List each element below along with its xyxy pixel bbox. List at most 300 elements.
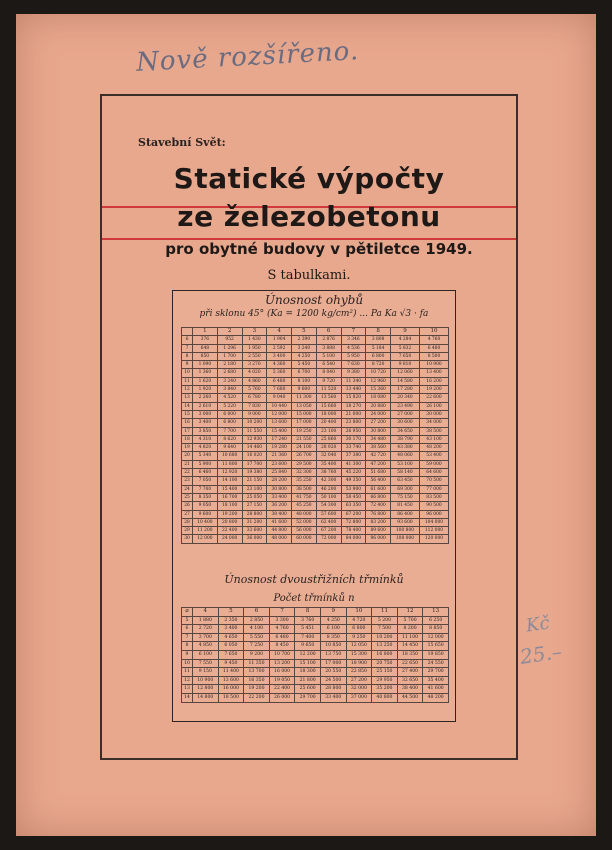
table-cell: 64 600 <box>419 469 448 477</box>
table-cell: 6 540 <box>316 361 341 369</box>
table1-subheading: při sklonu 45° (Ka = 1200 kg/cm²) ... Pa Ka √3 · fa <box>199 309 429 319</box>
table-cell: 952 <box>217 336 242 344</box>
table-cell: 9 200 <box>244 650 270 659</box>
table-cell: 10 700 <box>269 650 295 659</box>
table-row <box>182 535 449 543</box>
table-cell: 43 100 <box>419 435 448 443</box>
table-cell: 2 680 <box>217 369 242 377</box>
table-cell: 24 000 <box>217 535 242 543</box>
publisher-label: Stavební Svět: <box>138 136 226 149</box>
table-cell: 2 876 <box>316 336 341 344</box>
table-cell: 5 832 <box>391 344 420 352</box>
table-header-row <box>182 608 449 617</box>
table-cell: 8 350 <box>193 493 218 501</box>
table-cell: 13 700 <box>244 668 270 677</box>
column-header: 3 <box>242 328 267 336</box>
table-row <box>182 386 449 394</box>
table-cell: 44 500 <box>397 693 423 702</box>
column-header: 1 <box>193 328 218 336</box>
table-cell: 10 900 <box>193 676 219 685</box>
table-cell: 6 460 <box>193 469 218 477</box>
table-cell: 26 100 <box>419 402 448 410</box>
table-cell: 6 480 <box>419 344 448 352</box>
table-cell: 11 800 <box>217 460 242 468</box>
row-index-cell: 28 <box>182 518 193 526</box>
table-cell: 9 040 <box>267 394 292 402</box>
table-cell: 4 820 <box>193 444 218 452</box>
table-cell: 2 350 <box>218 616 244 625</box>
table-cell: 5 450 <box>292 361 317 369</box>
row-index-cell: 7 <box>182 633 193 642</box>
table-cell: 5 550 <box>244 633 270 642</box>
table-cell: 18 300 <box>295 668 321 677</box>
table-cell: 33 400 <box>267 493 292 501</box>
table-cell: 63 350 <box>341 502 366 510</box>
table-cell: 58 450 <box>341 493 366 501</box>
table-cell: 19 250 <box>292 427 317 435</box>
table-cell: 36 200 <box>267 502 292 510</box>
table-cell: 21 800 <box>295 676 321 685</box>
table-cell: 13 200 <box>269 659 295 668</box>
row-index-cell: 11 <box>182 668 193 677</box>
table-cell: 6 480 <box>267 377 292 385</box>
table-cell: 22 650 <box>397 659 423 668</box>
table-cell: 22 600 <box>419 394 448 402</box>
table-row <box>182 616 449 625</box>
table-cell: 29 700 <box>295 693 321 702</box>
table-cell: 23 800 <box>341 419 366 427</box>
pencil-mark-currency: Kč <box>524 612 551 637</box>
table-row <box>182 377 449 385</box>
table-cell: 67 200 <box>341 510 366 518</box>
table-cell: 21 150 <box>242 477 267 485</box>
table-cell: 24 500 <box>320 676 346 685</box>
table-cell: 50 100 <box>316 493 341 501</box>
table-cell: 12 000 <box>193 535 218 543</box>
table-cell: 2 720 <box>193 625 219 634</box>
column-header: 6 <box>316 328 341 336</box>
table-cell: 4 360 <box>267 361 292 369</box>
table-cell: 1 430 <box>242 336 267 344</box>
table-cell: 10 440 <box>267 402 292 410</box>
column-header: 2 <box>217 328 242 336</box>
table-row <box>182 361 449 369</box>
table-cell: 15 400 <box>267 427 292 435</box>
table-row <box>182 344 449 352</box>
table-cell: 20 550 <box>320 668 346 677</box>
table-cell: 1 950 <box>242 344 267 352</box>
row-index-cell: 6 <box>182 336 193 344</box>
table-cell: 10 200 <box>372 633 398 642</box>
table-cell: 38 790 <box>391 435 420 443</box>
title-line-2: ze železobetonu <box>177 200 441 233</box>
table-header-row <box>182 328 449 336</box>
table-cell: 4 520 <box>217 394 242 402</box>
table-cell: 40 800 <box>372 693 398 702</box>
column-header: 4 <box>267 328 292 336</box>
table-row <box>182 633 449 642</box>
table-cell: 27 150 <box>242 502 267 510</box>
table-cell: 19 200 <box>217 510 242 518</box>
table-cell: 21 360 <box>267 452 292 460</box>
table-cell: 13 250 <box>372 642 398 651</box>
table-row <box>182 477 449 485</box>
column-header: 4 <box>193 608 219 617</box>
table-row <box>182 693 449 702</box>
table-cell: 27 000 <box>391 410 420 418</box>
table-cell: 13 600 <box>218 676 244 685</box>
table-cell: 44 800 <box>267 527 292 535</box>
table-cell: 13 400 <box>419 369 448 377</box>
table-cell: 1 700 <box>217 352 242 360</box>
table-cell: 22 200 <box>244 693 270 702</box>
row-index-cell: 14 <box>182 693 193 702</box>
table-cell: 3 760 <box>295 616 321 625</box>
table-cell: 7 630 <box>341 361 366 369</box>
bending-capacity-table <box>181 327 449 544</box>
table-cell: 15 300 <box>346 650 372 659</box>
table-cell: 15 820 <box>341 394 366 402</box>
table-cell: 53 400 <box>419 452 448 460</box>
table-cell: 23 100 <box>242 485 267 493</box>
table-cell: 45 250 <box>292 502 317 510</box>
row-index-cell: 12 <box>182 386 193 394</box>
table-cell: 3 240 <box>217 377 242 385</box>
table-cell: 9 640 <box>217 444 242 452</box>
table-cell: 2 550 <box>242 352 267 360</box>
table-cell: 8 350 <box>320 633 346 642</box>
table-cell: 30 800 <box>267 485 292 493</box>
table-cell: 25 840 <box>267 469 292 477</box>
table-cell: 10 720 <box>366 369 391 377</box>
table-cell: 10 850 <box>320 642 346 651</box>
table-cell: 16 700 <box>217 493 242 501</box>
column-header: 8 <box>295 608 321 617</box>
table-cell: 26 000 <box>269 693 295 702</box>
table-cell: 24 000 <box>366 410 391 418</box>
table-cell: 1 090 <box>193 361 218 369</box>
table-cell: 4 020 <box>242 369 267 377</box>
table-cell: 14 580 <box>391 377 420 385</box>
table-cell: 6 100 <box>320 625 346 634</box>
row-index-cell: 22 <box>182 469 193 477</box>
table-cell: 16 800 <box>372 650 398 659</box>
table-cell: 8 500 <box>419 352 448 360</box>
table-cell: 8 450 <box>269 642 295 651</box>
table-cell: 27 200 <box>366 419 391 427</box>
table-row <box>182 419 449 427</box>
table-cell: 30 600 <box>391 419 420 427</box>
table-cell: 3 400 <box>193 419 218 427</box>
table-cell: 7 650 <box>218 650 244 659</box>
table-cell: 19 050 <box>269 676 295 685</box>
table-cell: 11 200 <box>193 527 218 535</box>
table-cell: 5 950 <box>341 352 366 360</box>
table-cell: 3 000 <box>193 410 218 418</box>
table-cell: 8 040 <box>316 369 341 377</box>
table-cell: 2 180 <box>217 361 242 369</box>
table-cell: 62 400 <box>316 518 341 526</box>
table-cell: 96 000 <box>419 510 448 518</box>
table2-subheading: Počet třmínků n <box>273 593 355 604</box>
table-cell: 3 240 <box>292 344 317 352</box>
table-cell: 20 340 <box>391 394 420 402</box>
table-cell: 4 760 <box>269 625 295 634</box>
row-index-cell: 8 <box>182 352 193 360</box>
table-cell: 35 200 <box>372 685 398 694</box>
table-cell: 5 900 <box>193 460 218 468</box>
table-cell: 19 200 <box>419 386 448 394</box>
table-cell: 1 920 <box>193 386 218 394</box>
table-cell: 7 680 <box>267 386 292 394</box>
table-cell: 41 300 <box>341 460 366 468</box>
table-cell: 83 200 <box>366 518 391 526</box>
row-index-cell: 13 <box>182 394 193 402</box>
table-cell: 18 350 <box>397 650 423 659</box>
column-header: 8 <box>366 328 391 336</box>
table-cell: 16 020 <box>242 452 267 460</box>
column-header: 11 <box>372 608 398 617</box>
table-cell: 2 260 <box>193 394 218 402</box>
table-cell: 4 720 <box>346 616 372 625</box>
table-row <box>182 510 449 518</box>
table-cell: 5 184 <box>366 344 391 352</box>
row-index-cell: 15 <box>182 410 193 418</box>
row-index-cell: 25 <box>182 493 193 501</box>
table-cell: 21 000 <box>341 410 366 418</box>
row-index-cell: 24 <box>182 485 193 493</box>
column-header: 12 <box>397 608 423 617</box>
table-cell: 14 800 <box>193 693 219 702</box>
row-index-cell: 23 <box>182 477 193 485</box>
table-cell: 6 780 <box>242 394 267 402</box>
table-cell: 29 950 <box>372 676 398 685</box>
table-cell: 41 750 <box>292 493 317 501</box>
book-cover <box>16 14 596 836</box>
table-row <box>182 336 449 344</box>
table-cell: 100 800 <box>391 527 420 535</box>
column-header: 13 <box>423 608 449 617</box>
table-cell: 6 250 <box>423 616 449 625</box>
table-cell: 5 220 <box>217 402 242 410</box>
table-cell: 14 450 <box>397 642 423 651</box>
column-header: 5 <box>292 328 317 336</box>
table-cell: 11 100 <box>397 633 423 642</box>
table-cell: 14 460 <box>242 444 267 452</box>
table-cell: 11 520 <box>316 386 341 394</box>
table-cell: 11 350 <box>244 659 270 668</box>
pencil-mark-price: 25.– <box>518 639 564 669</box>
table-cell: 112 000 <box>419 527 448 535</box>
table-cell: 69 300 <box>391 485 420 493</box>
table-cell: 83 500 <box>419 493 448 501</box>
table-cell: 25 860 <box>316 435 341 443</box>
table-cell: 38 500 <box>292 485 317 493</box>
table-cell: 75 150 <box>391 493 420 501</box>
table-cell: 31 200 <box>242 518 267 526</box>
table-cell: 17 000 <box>320 659 346 668</box>
table-cell: 4 650 <box>218 633 244 642</box>
table-cell: 35 250 <box>292 477 317 485</box>
table-cell: 13 600 <box>267 419 292 427</box>
table-cell: 38 400 <box>267 510 292 518</box>
table-cell: 20 800 <box>217 518 242 526</box>
column-header: 7 <box>269 608 295 617</box>
table-cell: 9 150 <box>193 668 219 677</box>
table-cell: 33 600 <box>242 527 267 535</box>
table-cell: 8 720 <box>366 361 391 369</box>
table-cell: 32 040 <box>316 452 341 460</box>
table-cell: 48 200 <box>419 444 448 452</box>
row-index-cell: 30 <box>182 535 193 543</box>
row-index-cell: 10 <box>182 659 193 668</box>
table-cell: 3 346 <box>341 336 366 344</box>
table-cell: 6 800 <box>217 419 242 427</box>
table-cell: 28 800 <box>242 510 267 518</box>
table-row <box>182 527 449 535</box>
table-row <box>182 352 449 360</box>
table-row <box>182 427 449 435</box>
table-cell: 648 <box>193 344 218 352</box>
table-cell: 35 400 <box>423 676 449 685</box>
row-index-cell: 20 <box>182 452 193 460</box>
table-cell: 12 000 <box>267 410 292 418</box>
table-cell: 12 000 <box>423 633 449 642</box>
table-cell: 1 360 <box>193 369 218 377</box>
column-header: 6 <box>244 608 270 617</box>
table-cell: 2 592 <box>267 344 292 352</box>
table-cell: 7 700 <box>193 485 218 493</box>
table-cell: 53 900 <box>341 485 366 493</box>
table-cell: 15 360 <box>366 386 391 394</box>
table-cell: 77 000 <box>419 485 448 493</box>
table-row <box>182 625 449 634</box>
table-cell: 12 050 <box>346 642 372 651</box>
table-cell: 18 000 <box>316 410 341 418</box>
table-cell: 11 400 <box>218 668 244 677</box>
table-cell: 4 860 <box>242 377 267 385</box>
table-cell: 22 400 <box>217 527 242 535</box>
table-cell: 1 296 <box>217 344 242 352</box>
table-cell: 16 200 <box>419 377 448 385</box>
table-cell: 3 850 <box>193 427 218 435</box>
table-cell: 72 000 <box>316 535 341 543</box>
table-row <box>182 676 449 685</box>
table-cell: 76 800 <box>366 510 391 518</box>
table-cell: 15 660 <box>316 402 341 410</box>
table-cell: 12 060 <box>391 369 420 377</box>
row-index-cell: 8 <box>182 642 193 651</box>
table-cell: 89 600 <box>366 527 391 535</box>
table-cell: 8 850 <box>423 625 449 634</box>
column-header: 7 <box>341 328 366 336</box>
table-cell: 42 300 <box>316 477 341 485</box>
table-row <box>182 410 449 418</box>
table-cell: 376 <box>193 336 218 344</box>
table-cell: 22 400 <box>269 685 295 694</box>
table-cell: 7 830 <box>242 402 267 410</box>
table-cell: 48 060 <box>391 452 420 460</box>
table-cell: 6 800 <box>346 625 372 634</box>
table-cell: 35 400 <box>316 460 341 468</box>
table-cell: 60 000 <box>292 535 317 543</box>
table-cell: 25 150 <box>372 668 398 677</box>
table-cell: 8 620 <box>217 435 242 443</box>
column-header: 10 <box>419 328 448 336</box>
table-cell: 9 650 <box>295 642 321 651</box>
column-header: 10 <box>346 608 372 617</box>
table-cell: 48 000 <box>267 535 292 543</box>
table-cell: 15 100 <box>295 659 321 668</box>
table-row <box>182 650 449 659</box>
column-header: 5 <box>218 608 244 617</box>
table-cell: 5 340 <box>193 452 218 460</box>
table-cell: 5 200 <box>372 616 398 625</box>
table-cell: 13 050 <box>292 402 317 410</box>
table-cell: 7 500 <box>372 625 398 634</box>
table-cell: 54 300 <box>316 502 341 510</box>
column-header: 9 <box>320 608 346 617</box>
table-cell: 96 000 <box>366 535 391 543</box>
table-cell: 1 620 <box>193 377 218 385</box>
table-cell: 7 400 <box>295 633 321 642</box>
table-cell: 46 200 <box>316 485 341 493</box>
row-index-cell: 18 <box>182 435 193 443</box>
table-cell: 3 700 <box>193 633 219 642</box>
table-cell: 90 500 <box>419 502 448 510</box>
row-index-cell: 6 <box>182 625 193 634</box>
table-cell: 7 650 <box>391 352 420 360</box>
table-cell: 15 400 <box>217 485 242 493</box>
table-cell: 48 200 <box>423 693 449 702</box>
table-row <box>182 402 449 410</box>
table-cell: 2 610 <box>193 402 218 410</box>
table-cell: 25 600 <box>295 685 321 694</box>
table-cell: 25 050 <box>242 493 267 501</box>
row-index-cell: 12 <box>182 676 193 685</box>
table-cell: 12 920 <box>217 469 242 477</box>
table-cell: 59 000 <box>419 460 448 468</box>
table-row <box>182 469 449 477</box>
table-cell: 5 700 <box>397 616 423 625</box>
table-cell: 49 350 <box>341 477 366 485</box>
table-cell: 8 200 <box>397 625 423 634</box>
row-index-cell: 29 <box>182 527 193 535</box>
table-cell: 66 800 <box>366 493 391 501</box>
row-index-cell: 16 <box>182 419 193 427</box>
table-cell: 29 700 <box>423 668 449 677</box>
table-cell: 11 340 <box>341 377 366 385</box>
table-cell: 41 600 <box>423 685 449 694</box>
table-cell: 38 760 <box>316 469 341 477</box>
table-cell: 19 200 <box>244 685 270 694</box>
table-cell: 38 400 <box>397 685 423 694</box>
table-cell: 6 700 <box>292 369 317 377</box>
table-cell: 6 000 <box>217 410 242 418</box>
table-row <box>182 452 449 460</box>
table-cell: 27 400 <box>397 668 423 677</box>
table-cell: 13 560 <box>316 394 341 402</box>
table-cell: 34 000 <box>419 419 448 427</box>
table-row <box>182 369 449 377</box>
table-cell: 6 100 <box>193 650 219 659</box>
table-cell: 5 760 <box>242 386 267 394</box>
table-cell: 93 600 <box>391 518 420 526</box>
table-cell: 13 750 <box>320 650 346 659</box>
table-cell: 4 850 <box>193 642 219 651</box>
table-cell: 20 400 <box>316 419 341 427</box>
table-cell: 21 550 <box>292 435 317 443</box>
